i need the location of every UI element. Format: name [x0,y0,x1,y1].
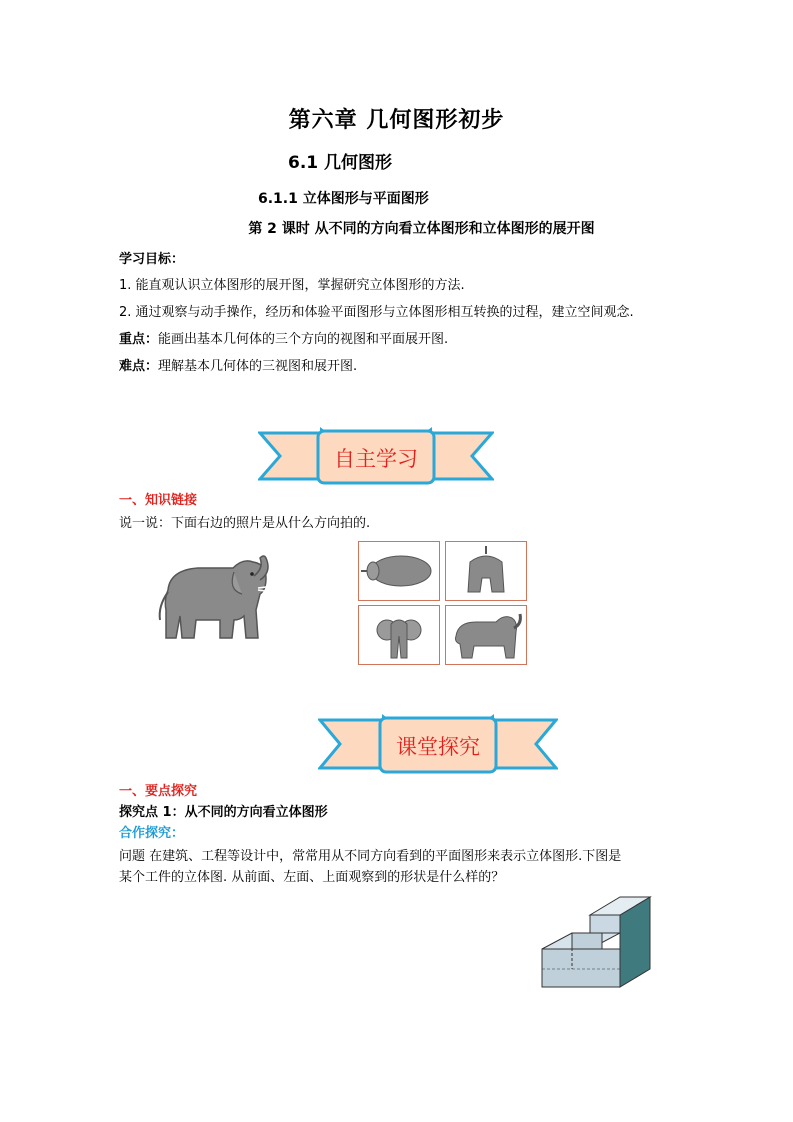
elephant-front-view-icon [359,606,439,664]
difficulty-point [119,355,357,374]
section2-heading: 一、要点探究 [119,784,198,799]
coop-label: 合作探究： [119,826,185,841]
elephant-side-view-icon [446,606,526,664]
photo-back-view [445,541,527,601]
chapter-title: 第六章 几何图形初步 [288,108,505,133]
key-point [119,328,448,347]
elephant-back-view-icon [446,542,526,600]
subsection-title: 6.1.1 立体图形与平面图形 [258,191,429,207]
photo-front-view [358,605,440,665]
photo-side-view [445,605,527,665]
elephant-top-view-icon [359,542,439,600]
section1-prompt: 说一说：下面右边的照片是从什么方向拍的. [119,516,371,531]
point-title: 探究点 1：从不同的方向看立体图形 [119,805,328,820]
section-title: 6.1 几何图形 [288,153,393,173]
problem-line-2: 某个工件的立体图. 从前面、左面、上面观察到的形状是什么样的？ [119,870,505,885]
stepped-workpiece-image [536,893,656,989]
banner-self-study [258,425,494,487]
objective-item-2: 2. 通过观察与动手操作，经历和体验平面图形与立体图形相互转换的过程，建立空间观念. [119,305,634,320]
banner-classroom-inquiry [318,712,558,776]
elephant-side-image [148,550,278,645]
difficulty-label: 难点： [119,359,159,374]
key-label: 重点： [119,332,159,347]
objective-item-1: 1. 能直观认识立体图形的展开图，掌握研究立体图形的方法. [119,278,465,293]
section1-heading: 一、知识链接 [119,493,198,508]
banner-self-study-label: 自主学习 [334,447,418,471]
photo-top-view [358,541,440,601]
difficulty-text: 理解基本几何体的三视图和展开图. [158,359,358,374]
objectives-heading: 学习目标： [119,252,185,267]
lesson-title: 第 2 课时 从不同的方向看立体图形和立体图形的展开图 [248,221,595,237]
problem-line-1: 问题 在建筑、工程等设计中，常常用从不同方向看到的平面图形来表示立体图形.下图是 [119,849,622,864]
banner-classroom-inquiry-label: 课堂探究 [396,735,480,759]
key-text: 能画出基本几何体的三个方向的视图和平面展开图. [158,332,449,347]
